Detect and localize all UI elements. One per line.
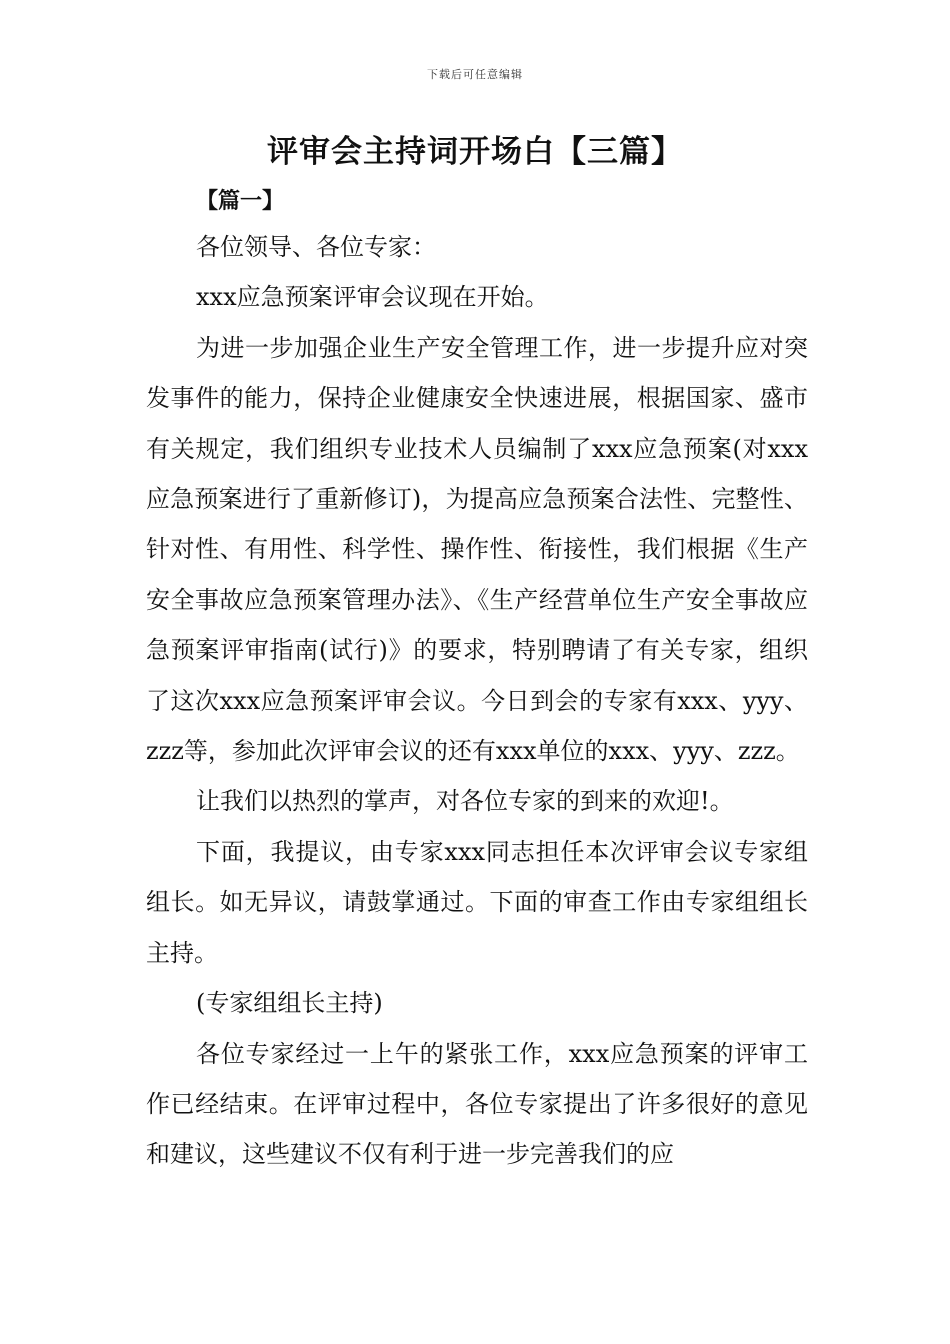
- paragraph-proposal: 下面，我提议，由专家xxx同志担任本次评审会议专家组组长。如无异议，请鼓掌通过。下面的审查工作由专家组组长主持。: [146, 837, 808, 967]
- paragraph-salutation: 各位领导、各位专家：: [196, 233, 436, 261]
- header-note: 下载后可任意编辑: [427, 68, 523, 81]
- paragraph-background: 为进一步加强企业生产安全管理工作，进一步提升应对突发事件的能力，保持企业健康安全快速进展，根据国家、盛市有关规定，我们组织专业技术人员编制了xxx应急预案(对xxx应急预案进行了重新修订)，为提高应急预案合法性、完整性、针对性、有用性、科学性、操作性、衔接性，我们根据《生产安全事故应急预案管理办法》、《生产经营单位生产安全事故应急预案评审指南(试行)》的要求，特别聘请了有关专家，组织了这次xxx应急预案评审会议。今日到会的专家有xxx、yyy、zzz等，参加此次评审会议的还有xxx单位的xxx、yyy、zzz。: [146, 333, 808, 766]
- paragraph-conclusion: 各位专家经过一上午的紧张工作，xxx应急预案的评审工作已经结束。在评审过程中，各位专家提出了许多很好的意见和建议，这些建议不仅有利于进一步完善我们的应: [146, 1039, 808, 1169]
- document-body: [146, 222, 808, 1180]
- paragraph-opening: xxx应急预案评审会议现在开始。: [196, 283, 549, 312]
- section-label: 【篇一】: [196, 188, 285, 214]
- paragraph-chair-note: (专家组组长主持): [196, 989, 383, 1018]
- paragraph-welcome: 让我们以热烈的掌声，对各位专家的到来的欢迎!。: [196, 787, 734, 816]
- document-title: 评审会主持词开场白【三篇】: [267, 134, 683, 170]
